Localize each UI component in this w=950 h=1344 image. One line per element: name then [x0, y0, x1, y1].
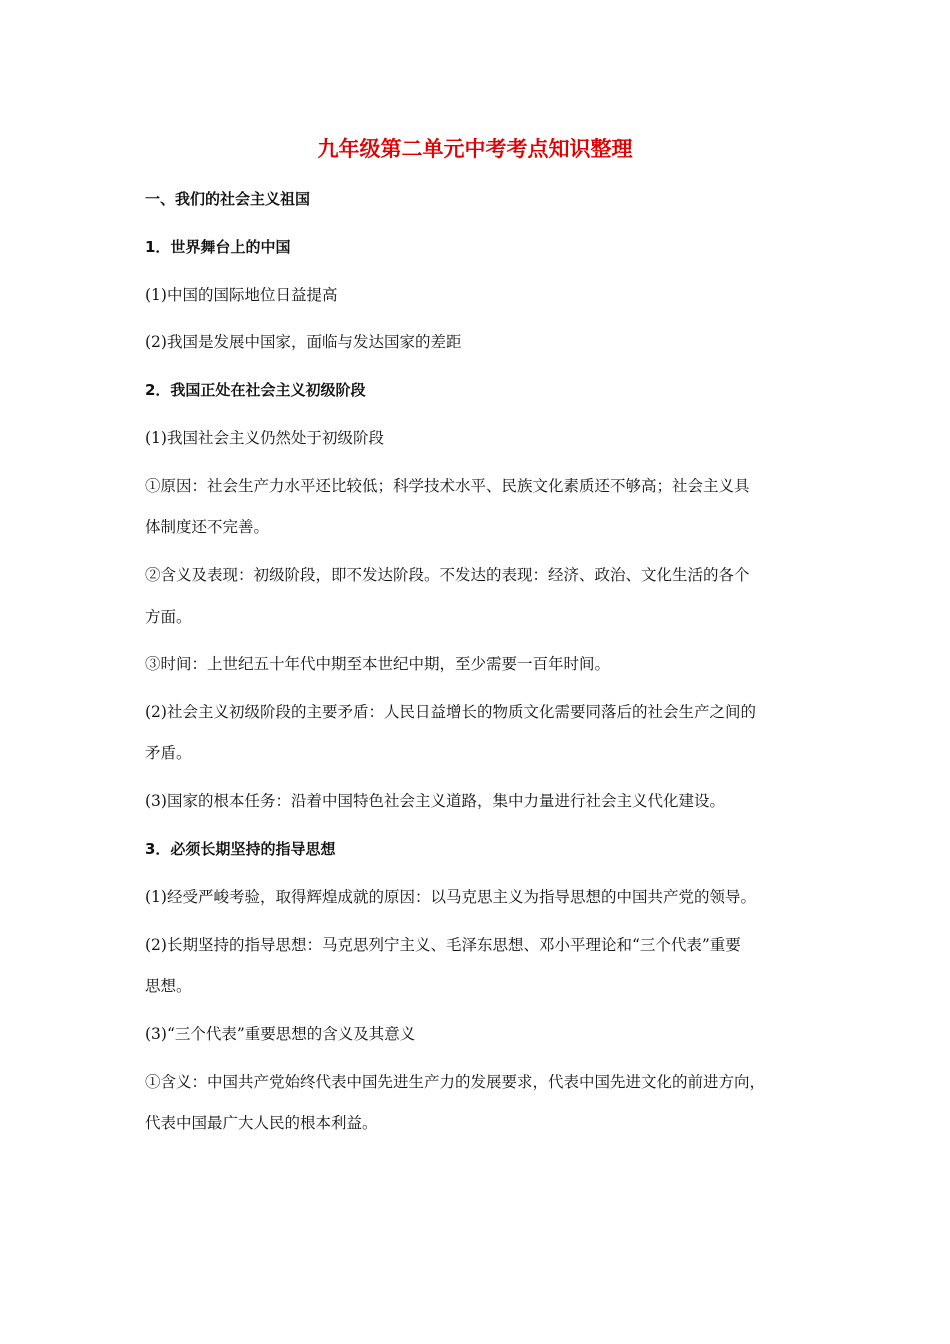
paragraph: (1)中国的国际地位日益提高	[145, 286, 338, 304]
paragraph: (1)经受严峻考验，取得辉煌成就的原因：以马克思主义为指导思想的中国共产党的领导。	[145, 888, 756, 906]
paragraph: (2)长期坚持的指导思想：马克思列宁主义、毛泽东思想、邓小平理论和“三个代表”重要	[145, 936, 741, 954]
paragraph: 体制度还不完善。	[145, 518, 270, 536]
paragraph: ②含义及表现：初级阶段，即不发达阶段。不发达的表现：经济、政治、文化生活的各个	[145, 566, 750, 584]
paragraph: ①含义：中国共产党始终代表中国先进生产力的发展要求，代表中国先进文化的前进方向，	[145, 1073, 766, 1091]
paragraph: 方面。	[145, 608, 192, 626]
subheading-3: 3．必须长期坚持的指导思想	[145, 840, 336, 858]
paragraph: ①原因：社会生产力水平还比较低；科学技术水平、民族文化素质还不够高；社会主义具	[145, 477, 750, 495]
paragraph: (2)社会主义初级阶段的主要矛盾：人民日益增长的物质文化需要同落后的社会生产之间的	[145, 703, 756, 721]
paragraph: (3)“三个代表”重要思想的含义及其意义	[145, 1025, 416, 1043]
paragraph: (3)国家的根本任务：沿着中国特色社会主义道路，集中力量进行社会主义代化建设。	[145, 792, 725, 810]
page-title: 九年级第二单元中考考点知识整理	[317, 137, 633, 161]
paragraph: 代表中国最广大人民的根本利益。	[145, 1114, 378, 1132]
section-heading: 一、我们的社会主义祖国	[145, 190, 311, 208]
subheading-2: 2．我国正处在社会主义初级阶段	[145, 381, 366, 399]
paragraph: 矛盾。	[145, 744, 192, 762]
paragraph: ③时间：上世纪五十年代中期至本世纪中期，至少需要一百年时间。	[145, 655, 611, 673]
paragraph: (2)我国是发展中国家，面临与发达国家的差距	[145, 333, 462, 351]
paragraph: 思想。	[145, 977, 192, 995]
subheading-1: 1．世界舞台上的中国	[145, 238, 291, 256]
paragraph: (1)我国社会主义仍然处于初级阶段	[145, 429, 384, 447]
